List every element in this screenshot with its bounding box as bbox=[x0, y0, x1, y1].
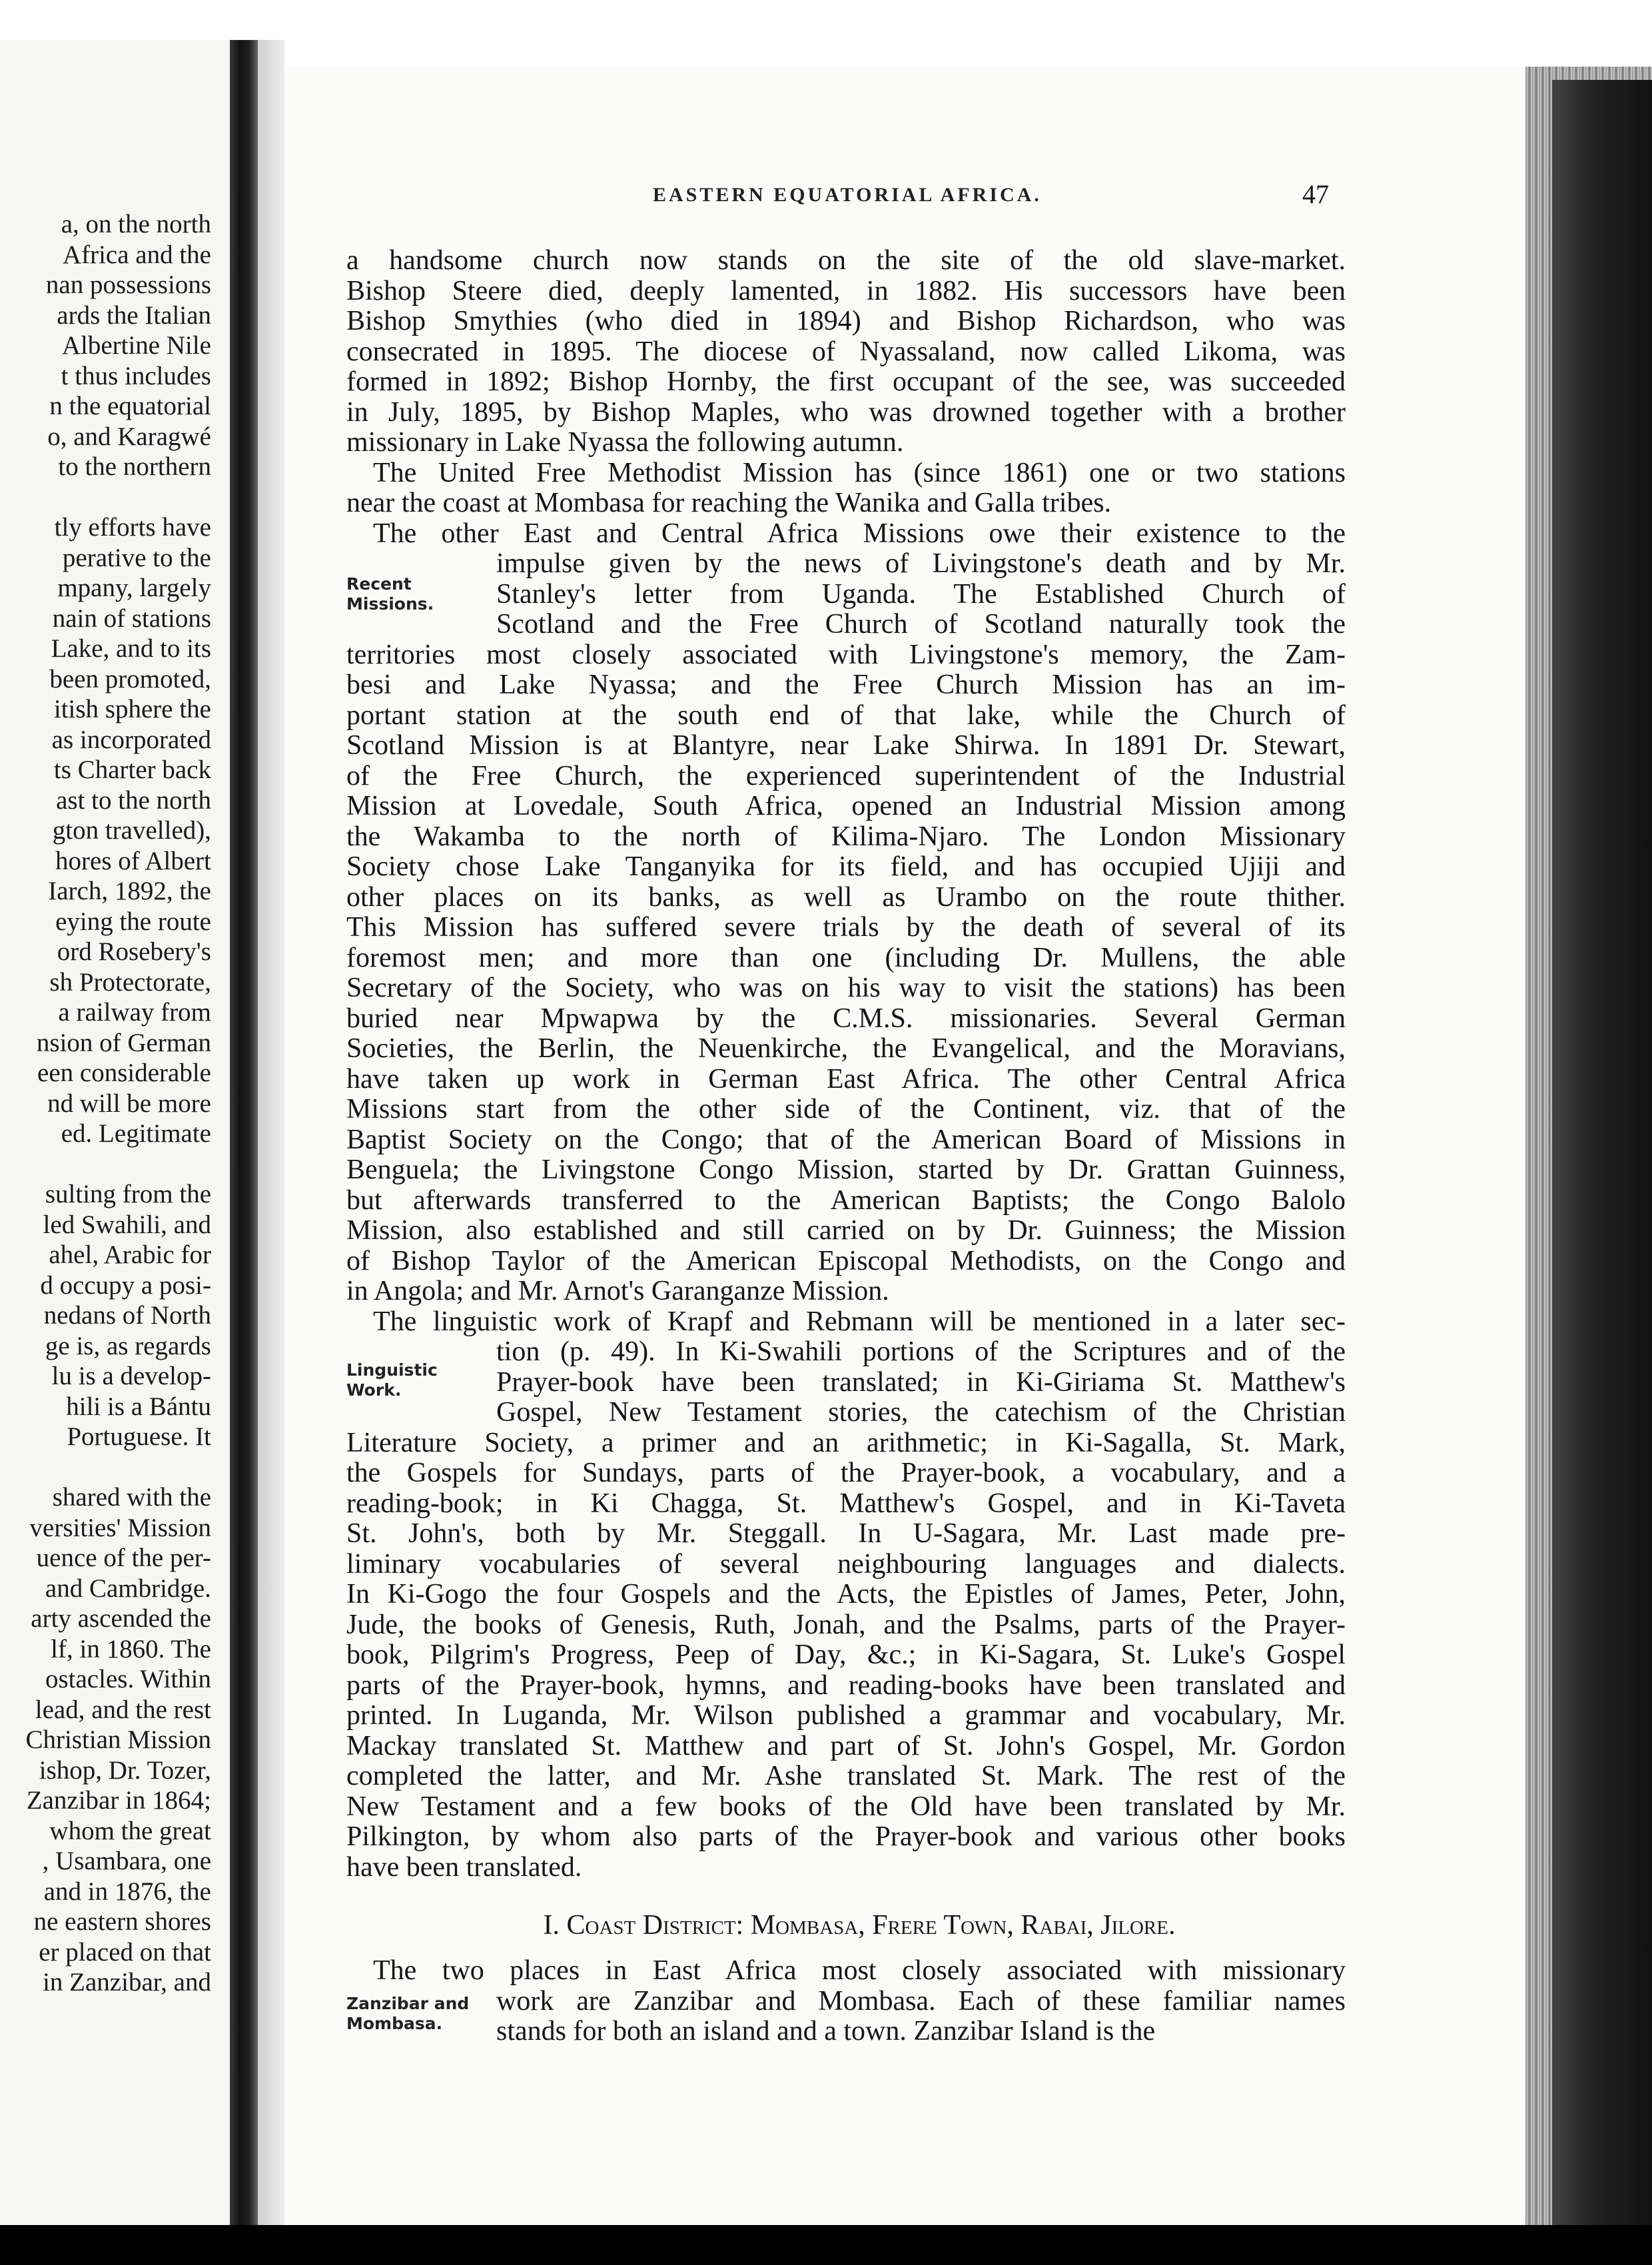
margin-note-line: Missions. bbox=[346, 594, 434, 614]
body-text-line: The other East and Central Africa Missions owe their existence to the bbox=[373, 518, 1346, 549]
body-text-line: St. John's, both by Mr. Steggall. In U-Sagara, Mr. Last made pre- bbox=[346, 1518, 1346, 1549]
left-page-line: ast to the north bbox=[56, 785, 211, 815]
left-page-line: to the northern bbox=[58, 452, 211, 481]
body-text-line: The two places in East Africa most closely associated with missionary bbox=[373, 1955, 1346, 1986]
left-page-line: ahel, Arabic for bbox=[49, 1240, 211, 1269]
body-text-line: Literature Society, a primer and an arithmetic; in Ki-Sagalla, St. Mark, bbox=[346, 1427, 1346, 1458]
left-page-line: Portuguese. It bbox=[67, 1422, 211, 1451]
body-text-line: portant station at the south end of that lake, while the Church of bbox=[346, 699, 1346, 731]
left-page-line: in Zanzibar, and bbox=[43, 1968, 211, 1997]
margin-note-line: Zanzibar and bbox=[346, 1994, 470, 2013]
body-text-line: the Gospels for Sundays, parts of the Prayer-book, a vocabulary, and a bbox=[346, 1458, 1346, 1488]
body-text-line: book, Pilgrim's Progress, Peep of Day, &c.; in Ki-Sagara, St. Luke's Gospel bbox=[346, 1639, 1346, 1670]
body-text-line: buried near Mpwapwa by the C.M.S. missionaries. Several German bbox=[346, 1003, 1346, 1034]
body-text-line: but afterwards transferred to the American Baptists; the Congo Balolo bbox=[346, 1184, 1346, 1216]
left-page-line: d occupy a posi- bbox=[40, 1270, 211, 1300]
left-page-line: itish sphere the bbox=[53, 695, 211, 723]
body-text-line: tion (p. 49). In Ki-Swahili portions of the Scriptures and of the bbox=[496, 1336, 1346, 1367]
left-page-line: a, on the north bbox=[61, 210, 211, 238]
left-page-line: whom the great bbox=[49, 1816, 211, 1845]
body-text-line: The linguistic work of Krapf and Rebmann will be mentioned in a later sec- bbox=[373, 1306, 1346, 1337]
margin-note-linguistic-work bbox=[346, 1360, 493, 1400]
left-page-line: perative to the bbox=[62, 543, 211, 572]
left-page-line: ge is, as regards bbox=[45, 1331, 211, 1360]
left-page-line: been promoted, bbox=[49, 664, 211, 693]
left-page-line: t thus includes bbox=[61, 361, 211, 390]
body-text-line: work are Zanzibar and Mombasa. Each of these familiar names bbox=[496, 1985, 1346, 2017]
left-page-line: ts Charter back bbox=[53, 755, 211, 784]
body-text-line: other places on its banks, as well as Urambo on the route thither. bbox=[346, 881, 1346, 913]
body-text-line: Scotland and the Free Church of Scotland naturally took the bbox=[496, 609, 1346, 640]
body-text-line: Mackay translated St. Matthew and part of St. John's Gospel, Mr. Gordon bbox=[346, 1730, 1346, 1761]
body-text-line: in Angola; and Mr. Arnot's Garanganze Mission. bbox=[346, 1276, 889, 1306]
body-text-line: In Ki-Gogo the four Gospels and the Acts, the Epistles of James, Peter, John, bbox=[346, 1579, 1346, 1609]
left-page-line: ostacles. Within bbox=[45, 1665, 211, 1693]
body-text-line: Mission at Lovedale, South Africa, opened an Industrial Mission among bbox=[346, 791, 1346, 821]
left-page-line: Christian Mission bbox=[25, 1725, 211, 1754]
body-text-line: have taken up work in German East Africa. The other Central Africa bbox=[346, 1063, 1346, 1095]
left-page-line: hili is a Bántu bbox=[66, 1392, 211, 1421]
left-page-line: lu is a develop- bbox=[51, 1362, 211, 1390]
body-text-line: the Wakamba to the north of Kilima-Njaro. The London Missionary bbox=[346, 821, 1346, 852]
body-text-line: The United Free Methodist Mission has (since 1861) one or two stations bbox=[373, 457, 1346, 488]
body-text-line: stands for both an island and a town. Zanzibar Island is the bbox=[496, 2016, 1156, 2046]
body-text-line: Societies, the Berlin, the Neuenkirche, the Evangelical, and the Moravians, bbox=[346, 1033, 1346, 1064]
page-number: 47 bbox=[1302, 179, 1329, 209]
body-text-line: reading-book; in Ki Chagga, St. Matthew's Gospel, and in Ki-Taveta bbox=[346, 1488, 1346, 1519]
left-page-line: nedans of North bbox=[43, 1301, 211, 1330]
left-page-line: lf, in 1860. The bbox=[51, 1634, 211, 1663]
body-text-line: Benguela; the Livingstone Congo Mission, started by Dr. Grattan Guinness, bbox=[346, 1154, 1346, 1185]
margin-note-line: Recent bbox=[346, 574, 412, 594]
body-text-line: completed the latter, and Mr. Ashe translated St. Mark. The rest of the bbox=[346, 1761, 1346, 1791]
left-page-line: tly efforts have bbox=[54, 513, 211, 542]
body-text-line: near the coast at Mombasa for reaching the Wanika and Galla tribes. bbox=[346, 488, 1112, 518]
left-page-line: sulting from the bbox=[45, 1180, 211, 1208]
body-text-line: New Testament and a few books of the Old have been translated by Mr. bbox=[346, 1791, 1346, 1822]
body-text-line: besi and Lake Nyassa; and the Free Church Mission has an im- bbox=[346, 670, 1346, 700]
margin-note-line: Work. bbox=[346, 1380, 402, 1400]
margin-note-zanzibar-mombasa bbox=[346, 1994, 493, 2034]
left-page-line: hores of Albert bbox=[55, 846, 211, 875]
body-text-line: Missions start from the other side of the Continent, viz. that of the bbox=[346, 1094, 1346, 1125]
body-text-line: Bishop Smythies (who died in 1894) and Bishop Richardson, who was bbox=[346, 306, 1346, 336]
left-page-line: sh Protectorate, bbox=[49, 967, 211, 997]
left-page-line: een considerable bbox=[37, 1059, 211, 1087]
left-page-line: ed. Legitimate bbox=[61, 1119, 211, 1148]
left-page-line: versities' Mission bbox=[29, 1513, 211, 1542]
left-page-line: nsion of German bbox=[36, 1028, 211, 1057]
body-text-line: Scotland Mission is at Blantyre, near Lake Shirwa. In 1891 Dr. Stewart, bbox=[346, 730, 1346, 761]
body-text-line: of Bishop Taylor of the American Episcopal Methodists, on the Congo and bbox=[346, 1245, 1346, 1276]
left-page-line: nan possessions bbox=[45, 270, 211, 299]
left-page-line: and Cambridge. bbox=[45, 1574, 211, 1603]
left-page-line: Africa and the bbox=[62, 240, 211, 269]
left-page-line: ards the Italian bbox=[57, 300, 211, 330]
body-text-line: a handsome church now stands on the site of the old slave-market. bbox=[346, 245, 1346, 276]
left-page-line: o, and Karagwé bbox=[47, 422, 211, 451]
body-text-line: missionary in Lake Nyassa the following autumn. bbox=[346, 427, 904, 458]
body-text-line: formed in 1892; Bishop Hornby, the first occupant of the see, was succeeded bbox=[346, 366, 1346, 397]
body-text-line: Prayer-book have been translated; in Ki-Giriama St. Matthew's bbox=[496, 1366, 1346, 1398]
left-page-line: eying the route bbox=[55, 907, 211, 936]
left-page-line: mpany, largely bbox=[57, 574, 211, 602]
body-text-line: consecrated in 1895. The diocese of Nyassaland, now called Likoma, was bbox=[346, 336, 1346, 367]
left-page-line: Iarch, 1892, the bbox=[48, 877, 211, 905]
left-page-line: Lake, and to its bbox=[51, 634, 211, 663]
left-page-line: and in 1876, the bbox=[43, 1877, 211, 1906]
left-page-line: ord Rosebery's bbox=[57, 937, 211, 966]
body-text-line: liminary vocabularies of several neighbouring languages and dialects. bbox=[346, 1548, 1346, 1580]
body-text-line: Gospel, New Testament stories, the catechism of the Christian bbox=[496, 1397, 1346, 1428]
margin-note-line: Linguistic bbox=[346, 1360, 438, 1380]
left-page-line: ishop, Dr. Tozer, bbox=[39, 1755, 211, 1785]
body-text-line: Secretary of the Society, who was on his way to visit the stations) has been bbox=[346, 973, 1346, 1003]
body-text-line: Society chose Lake Tanganyika for its field, and has occupied Ujiji and bbox=[346, 851, 1346, 882]
section-heading: I. Coast District: Mombasa, Frere Town, Rabai, Jilore. bbox=[543, 1910, 1176, 1941]
body-text-line: Jude, the books of Genesis, Ruth, Jonah, and the Psalms, parts of the Prayer- bbox=[346, 1609, 1346, 1640]
body-text-line: of the Free Church, the experienced superintendent of the Industrial bbox=[346, 760, 1346, 791]
body-text-line: foremost men; and more than one (including Dr. Mullens, the able bbox=[346, 942, 1346, 973]
body-text-line: territories most closely associated with Livingstone's memory, the Zam- bbox=[346, 639, 1346, 670]
body-text-line: in July, 1895, by Bishop Maples, who was drowned together with a brother bbox=[346, 396, 1346, 428]
body-text-line: This Mission has suffered severe trials by the death of several of its bbox=[346, 912, 1346, 943]
body-text-line: Mission, also established and still carried on by Dr. Guinness; the Mission bbox=[346, 1215, 1346, 1246]
margin-note-line: Mombasa. bbox=[346, 2014, 443, 2033]
body-text-line: Stanley's letter from Uganda. The Established Church of bbox=[496, 578, 1346, 610]
left-page-line: led Swahili, and bbox=[43, 1210, 211, 1239]
left-page-line: Albertine Nile bbox=[61, 331, 211, 360]
left-page-line: arty ascended the bbox=[31, 1604, 211, 1633]
left-page-line: ne eastern shores bbox=[33, 1907, 211, 1936]
body-text-line: impulse given by the news of Livingstone's death and by Mr. bbox=[496, 548, 1346, 579]
left-page-line: er placed on that bbox=[39, 1937, 211, 1967]
margin-note-recent-missions bbox=[346, 574, 493, 614]
left-page-line: gton travelled), bbox=[52, 816, 211, 845]
left-page-line: nain of stations bbox=[52, 604, 211, 633]
body-text-line: printed. In Luganda, Mr. Wilson published a grammar and vocabulary, Mr. bbox=[346, 1700, 1346, 1731]
left-page-line: Zanzibar in 1864; bbox=[26, 1786, 211, 1815]
body-text-line: have been translated. bbox=[346, 1851, 582, 1883]
left-page-line: shared with the bbox=[52, 1483, 211, 1512]
body-text-line: Baptist Society on the Congo; that of the American Board of Missions in bbox=[346, 1124, 1346, 1155]
body-text-line: parts of the Prayer-book, hymns, and reading-books have been translated and bbox=[346, 1669, 1346, 1701]
left-page-line: lead, and the rest bbox=[35, 1695, 211, 1724]
left-page-line: , Usambara, one bbox=[42, 1847, 211, 1875]
left-page-line: a railway from bbox=[58, 998, 211, 1027]
left-page-line: uence of the per- bbox=[36, 1544, 211, 1572]
body-text-line: Pilkington, by whom also parts of the Prayer-book and various other books bbox=[346, 1821, 1346, 1852]
left-page-line: as incorporated bbox=[51, 725, 211, 754]
running-head: EASTERN EQUATORIAL AFRICA. bbox=[653, 184, 1042, 206]
left-page-line: n the equatorial bbox=[49, 392, 211, 420]
body-text-line: Bishop Steere died, deeply lamented, in 1882. His successors have been bbox=[346, 275, 1346, 306]
left-page-line: nd will be more bbox=[47, 1089, 211, 1118]
